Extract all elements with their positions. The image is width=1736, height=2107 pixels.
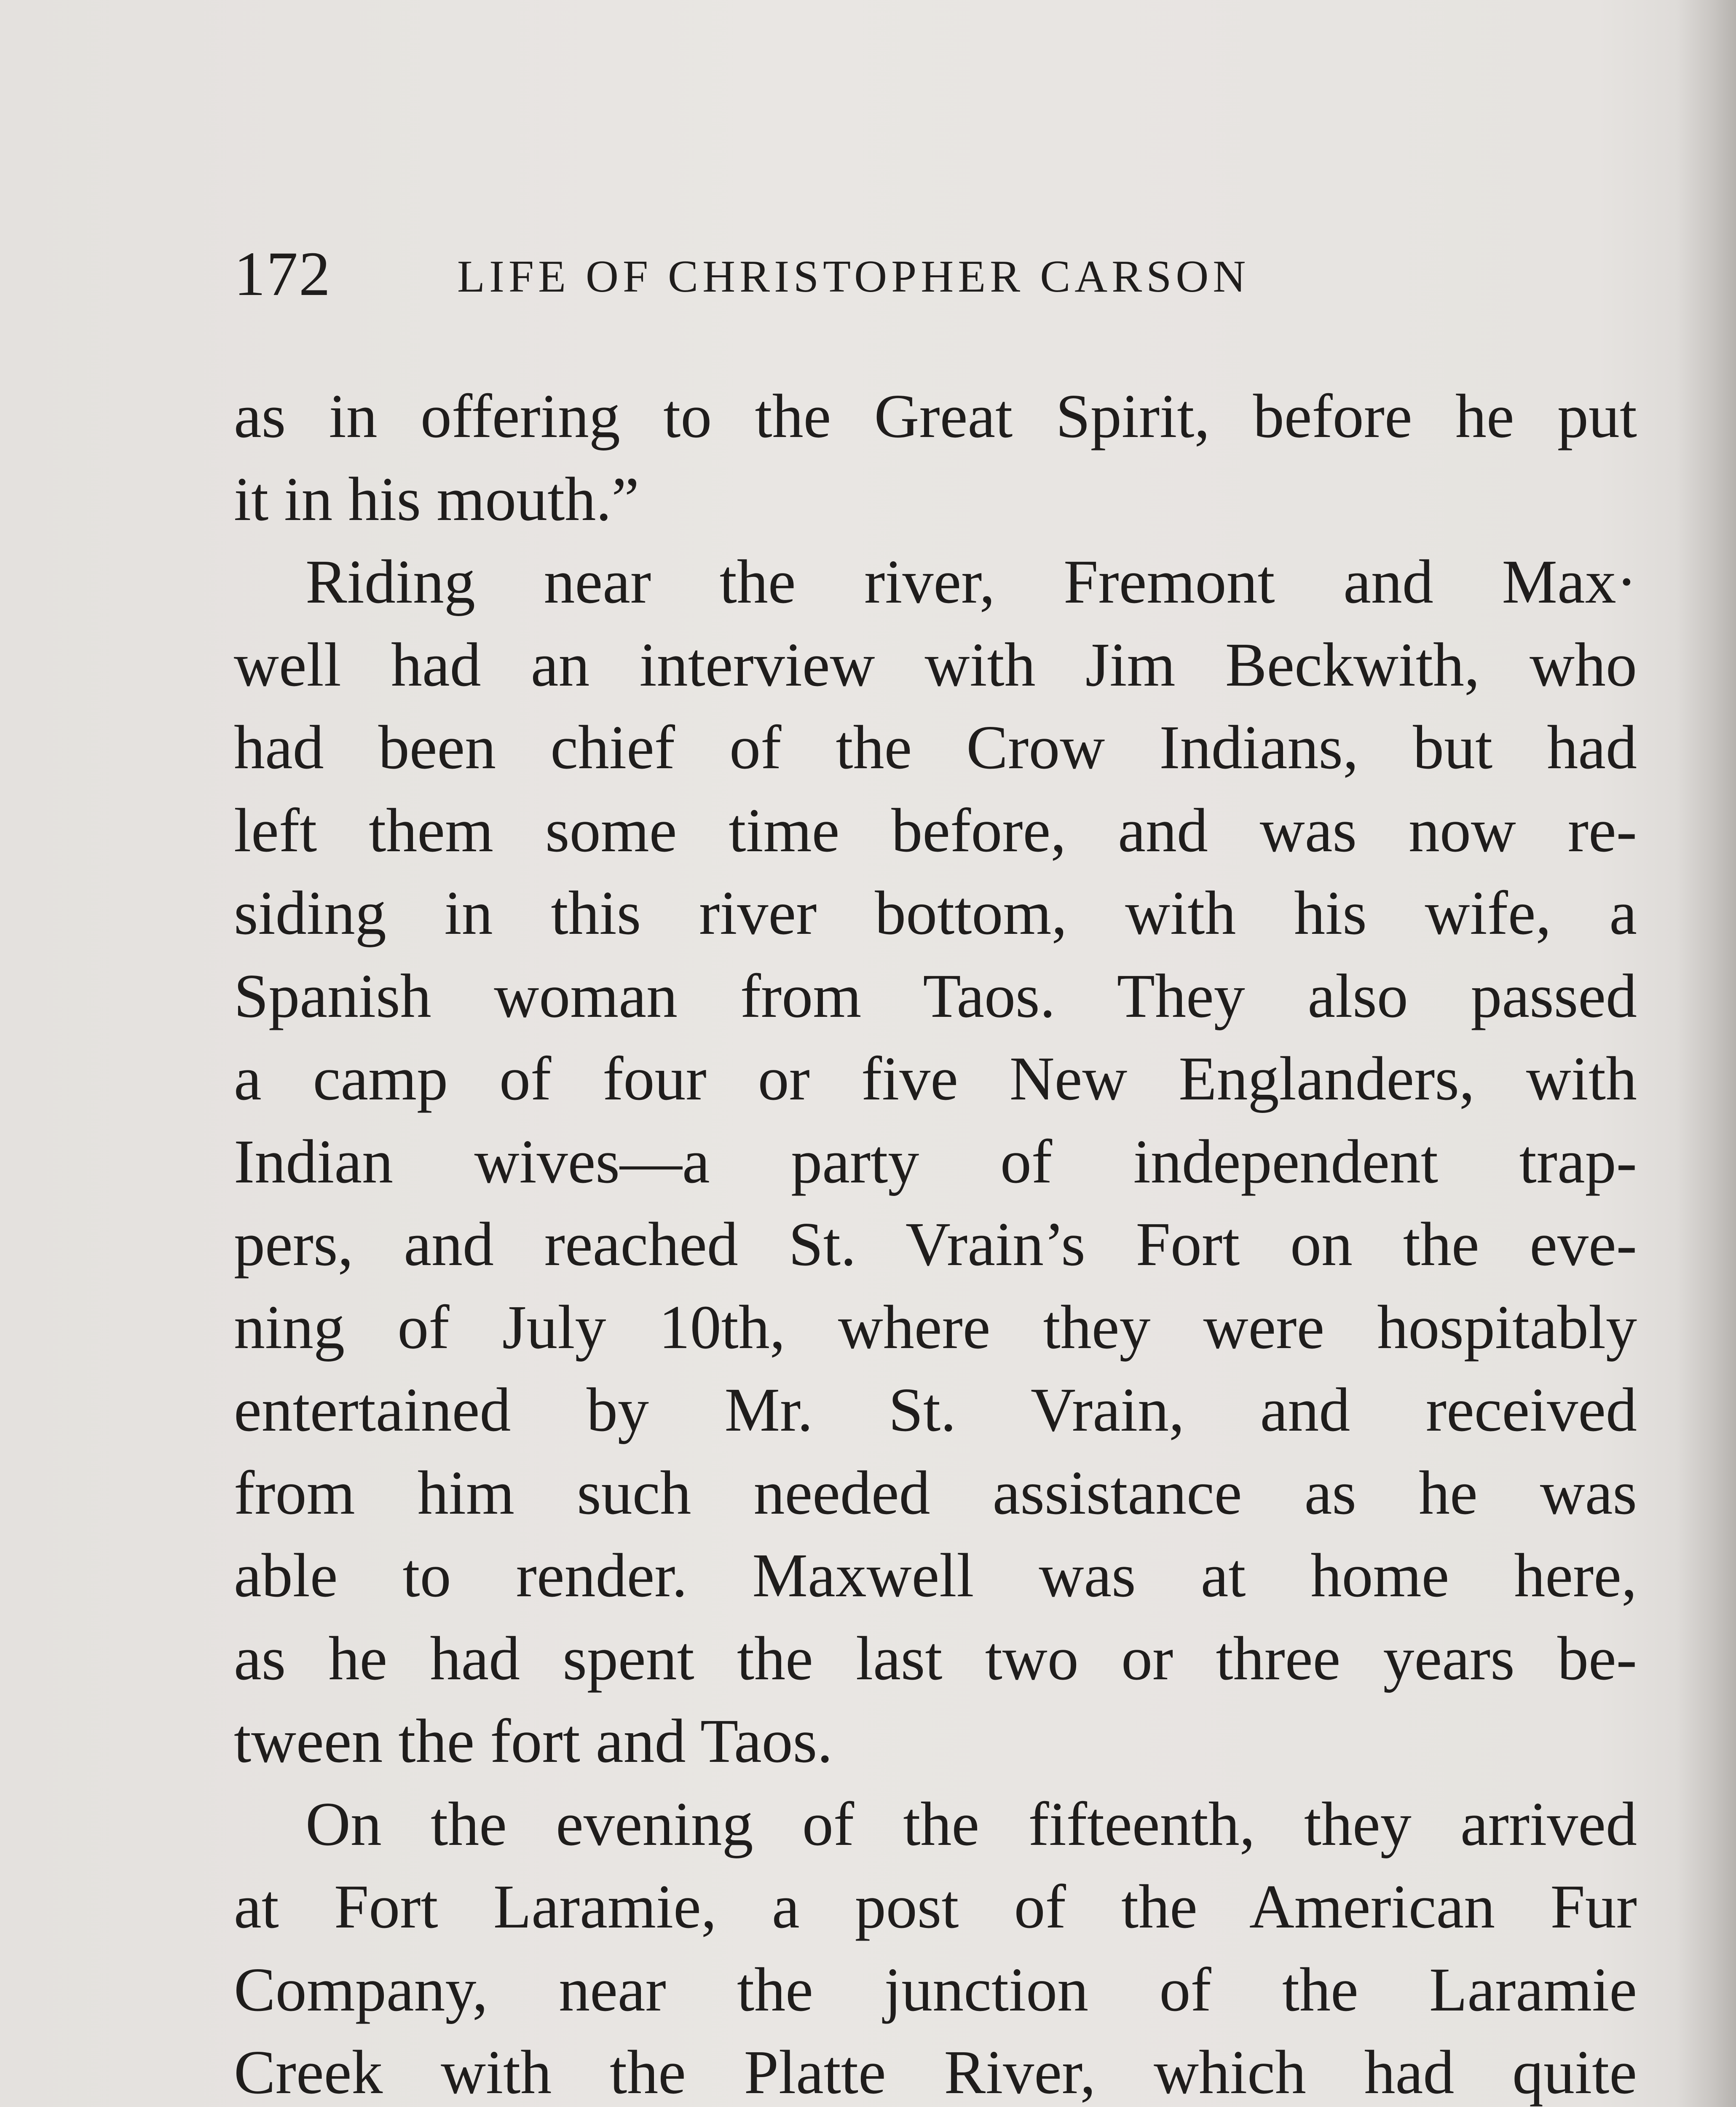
running-title: LIFE OF CHRISTOPHER CARSON — [457, 252, 1250, 302]
text-line: well had an interview with Jim Beckwith, who — [234, 630, 1637, 700]
text-line: siding in this river bottom, with his wife, a — [234, 879, 1637, 948]
text-line: able to render. Maxwell was at home here, — [234, 1541, 1637, 1610]
text-line: Spanish woman from Taos. They also passed — [234, 961, 1637, 1031]
text-line: ning of July 10th, where they were hospitably — [234, 1292, 1637, 1362]
running-head — [234, 234, 1435, 314]
text-line: pers, and reached St. Vrain’s Fort on the eve- — [234, 1210, 1637, 1279]
text-line: at Fort Laramie, a post of the American Fur — [234, 1872, 1637, 1941]
text-line: from him such needed assistance as he was — [234, 1458, 1637, 1528]
page-number: 172 — [234, 239, 331, 309]
text-line: as in offering to the Great Spirit, before he put — [234, 382, 1637, 451]
page-edge-shadow — [1677, 0, 1736, 2107]
text-line: Riding near the river, Fremont and Max· — [305, 547, 1637, 617]
text-line: entertained by Mr. St. Vrain, and received — [234, 1375, 1637, 1445]
text-line: Indian wives—a party of independent trap- — [234, 1127, 1637, 1196]
text-line: Company, near the junction of the Laramie — [234, 1955, 1637, 2024]
text-line: Creek with the Platte River, which had quite — [234, 2038, 1637, 2107]
body-text — [234, 375, 1637, 2107]
text-line: left them some time before, and was now re- — [234, 796, 1637, 865]
text-line: tween the fort and Taos. — [234, 1707, 833, 1776]
text-line: had been chief of the Crow Indians, but had — [234, 713, 1637, 782]
text-line: it in his mouth.” — [234, 464, 639, 534]
text-line: a camp of four or five New Englanders, with — [234, 1044, 1637, 1113]
text-line: On the evening of the fifteenth, they arrived — [305, 1789, 1637, 1859]
text-line: as he had spent the last two or three years be- — [234, 1624, 1637, 1693]
